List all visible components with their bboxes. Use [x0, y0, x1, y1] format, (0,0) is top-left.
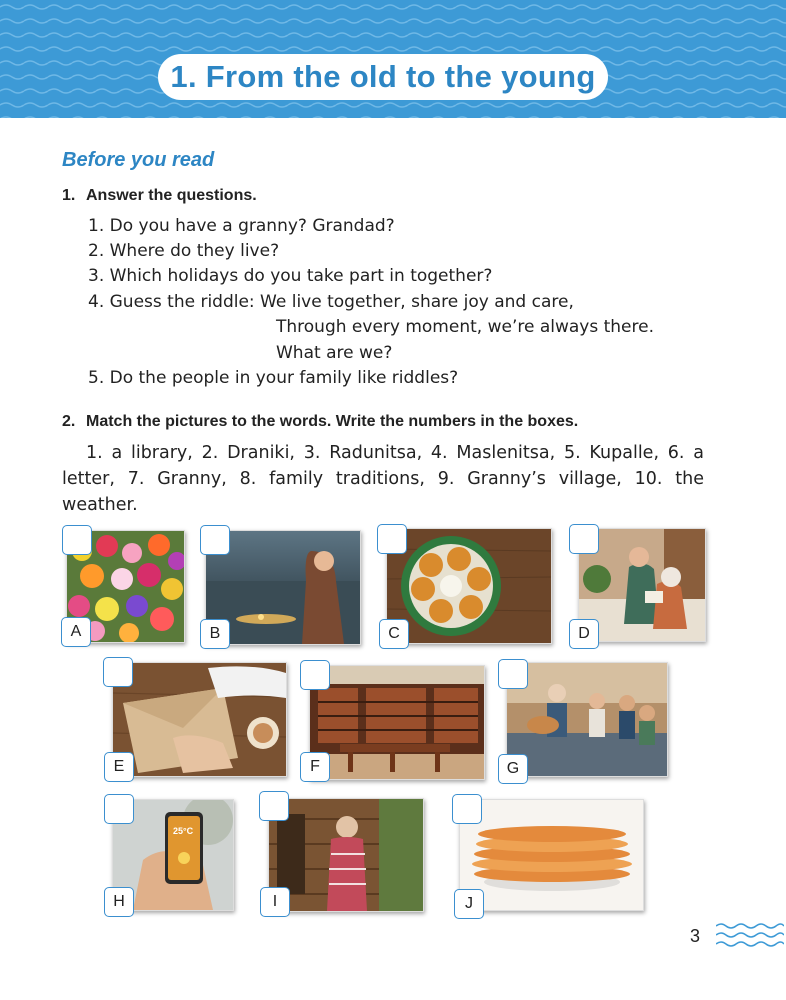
answer-box-j[interactable] [452, 794, 482, 824]
task2-text: Match the pictures to the words. Write the numbers in the boxes. [86, 413, 579, 430]
draniki-image [387, 529, 551, 643]
family-guitar-image [507, 663, 667, 776]
answer-box-i[interactable] [259, 791, 289, 821]
footer-waves [716, 922, 784, 948]
question-4: 4. Guess the riddle: We live together, share joy and care, [88, 292, 574, 312]
label-j: J [454, 889, 484, 919]
task1-instruction [62, 187, 257, 205]
answer-box-f[interactable] [300, 660, 330, 690]
answer-box-b[interactable] [200, 525, 230, 555]
task1-number: 1. [62, 187, 76, 204]
question-3: 3. Which holidays do you take part in together? [88, 266, 493, 286]
picture-j [459, 799, 644, 911]
riddle-line-3: What are we? [276, 343, 393, 363]
page-title: 1. From the old to the young [170, 59, 596, 94]
answer-box-d[interactable] [569, 524, 599, 554]
task1-text: Answer the questions. [86, 187, 257, 204]
question-5: 5. Do the people in your family like riddles? [88, 368, 459, 388]
picture-g [506, 662, 668, 777]
granny-village-image [269, 799, 423, 911]
question-2: 2. Where do they live? [88, 241, 280, 261]
page-number: 3 [690, 926, 701, 946]
label-f: F [300, 752, 330, 782]
answer-box-c[interactable] [377, 524, 407, 554]
label-g: G [498, 754, 528, 784]
picture-c [386, 528, 552, 644]
answer-box-g[interactable] [498, 659, 528, 689]
answer-box-e[interactable] [103, 657, 133, 687]
word-list: 1. a library, 2. Draniki, 3. Radunitsa, 4. Maslenitsa, 5. Kupalle, 6. a letter, 7. Granny, 8. family traditions, 9. Granny’s village, 10. the weather. [62, 443, 704, 515]
label-b: B [200, 619, 230, 649]
picture-f [309, 665, 485, 780]
riddle-line-2: Through every moment, we’re always there. [276, 317, 654, 337]
label-e: E [104, 752, 134, 782]
label-a: A [61, 617, 91, 647]
task2-instruction [62, 413, 578, 431]
answer-box-a[interactable] [62, 525, 92, 555]
header-banner [0, 0, 786, 118]
label-d: D [569, 619, 599, 649]
label-i: I [260, 887, 290, 917]
label-c: C [379, 619, 409, 649]
task2-number: 2. [62, 413, 76, 430]
answer-box-h[interactable] [104, 794, 134, 824]
section-heading: Before you read [62, 149, 215, 171]
phone-temperature: 25°C [173, 826, 194, 836]
label-h: H [104, 887, 134, 917]
title-pill [158, 54, 608, 100]
letter-image [113, 663, 286, 776]
pancakes-image [460, 800, 643, 910]
picture-i [268, 798, 424, 912]
question-1: 1. Do you have a granny? Grandad? [88, 216, 395, 236]
picture-e [112, 662, 287, 777]
library-image [310, 666, 484, 779]
